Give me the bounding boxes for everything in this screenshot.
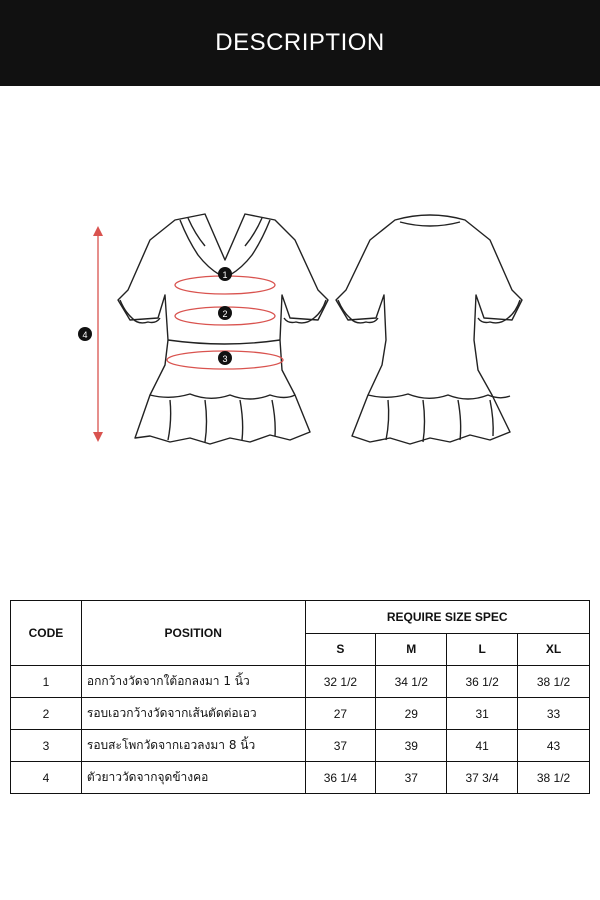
marker-4-label: 4 bbox=[82, 330, 88, 340]
header-bar bbox=[0, 0, 600, 86]
value-s: 36 1/4 bbox=[305, 762, 376, 794]
code-header: CODE bbox=[11, 601, 82, 666]
value-m: 34 1/2 bbox=[376, 666, 447, 698]
value-s: 37 bbox=[305, 730, 376, 762]
position-header: POSITION bbox=[81, 601, 305, 666]
table-row bbox=[11, 762, 590, 794]
size-header-xl: XL bbox=[518, 633, 590, 666]
measurement-markers bbox=[78, 267, 232, 365]
row-code: 2 bbox=[11, 698, 82, 730]
row-code: 3 bbox=[11, 730, 82, 762]
value-m: 37 bbox=[376, 762, 447, 794]
size-header-m: M bbox=[376, 633, 447, 666]
garment-diagram bbox=[0, 200, 600, 460]
measure-lines bbox=[98, 232, 283, 436]
marker-2-label: 2 bbox=[222, 309, 228, 319]
value-l: 36 1/2 bbox=[447, 666, 518, 698]
table-row bbox=[11, 698, 590, 730]
table-row bbox=[11, 666, 590, 698]
marker-2 bbox=[218, 306, 232, 320]
row-code: 4 bbox=[11, 762, 82, 794]
value-xl: 38 1/2 bbox=[518, 666, 590, 698]
size-header-l: L bbox=[447, 633, 518, 666]
row-position: อกกว้างวัดจากใต้อกลงมา 1 นิ้ว bbox=[81, 666, 305, 698]
marker-1 bbox=[218, 267, 232, 281]
value-l: 37 3/4 bbox=[447, 762, 518, 794]
dress-front bbox=[118, 214, 328, 444]
marker-1-label: 1 bbox=[222, 270, 228, 280]
value-m: 29 bbox=[376, 698, 447, 730]
value-s: 32 1/2 bbox=[305, 666, 376, 698]
value-xl: 38 1/2 bbox=[518, 762, 590, 794]
page-title: DESCRIPTION bbox=[215, 29, 385, 56]
size-spec-header: REQUIRE SIZE SPEC bbox=[305, 601, 590, 634]
row-code: 1 bbox=[11, 666, 82, 698]
value-s: 27 bbox=[305, 698, 376, 730]
value-l: 31 bbox=[447, 698, 518, 730]
row-position: ตัวยาววัดจากจุดข้างคอ bbox=[81, 762, 305, 794]
value-xl: 43 bbox=[518, 730, 590, 762]
size-header-s: S bbox=[305, 633, 376, 666]
value-xl: 33 bbox=[518, 698, 590, 730]
value-m: 39 bbox=[376, 730, 447, 762]
value-l: 41 bbox=[447, 730, 518, 762]
dress-back bbox=[336, 215, 522, 444]
row-position: รอบสะโพกวัดจากเอวลงมา 8 นิ้ว bbox=[81, 730, 305, 762]
row-position: รอบเอวกว้างวัดจากเส้นตัดต่อเอว bbox=[81, 698, 305, 730]
marker-4 bbox=[78, 327, 92, 341]
marker-3 bbox=[218, 351, 232, 365]
marker-3-label: 3 bbox=[222, 354, 228, 364]
table-row bbox=[11, 730, 590, 762]
size-spec-table bbox=[10, 600, 590, 794]
